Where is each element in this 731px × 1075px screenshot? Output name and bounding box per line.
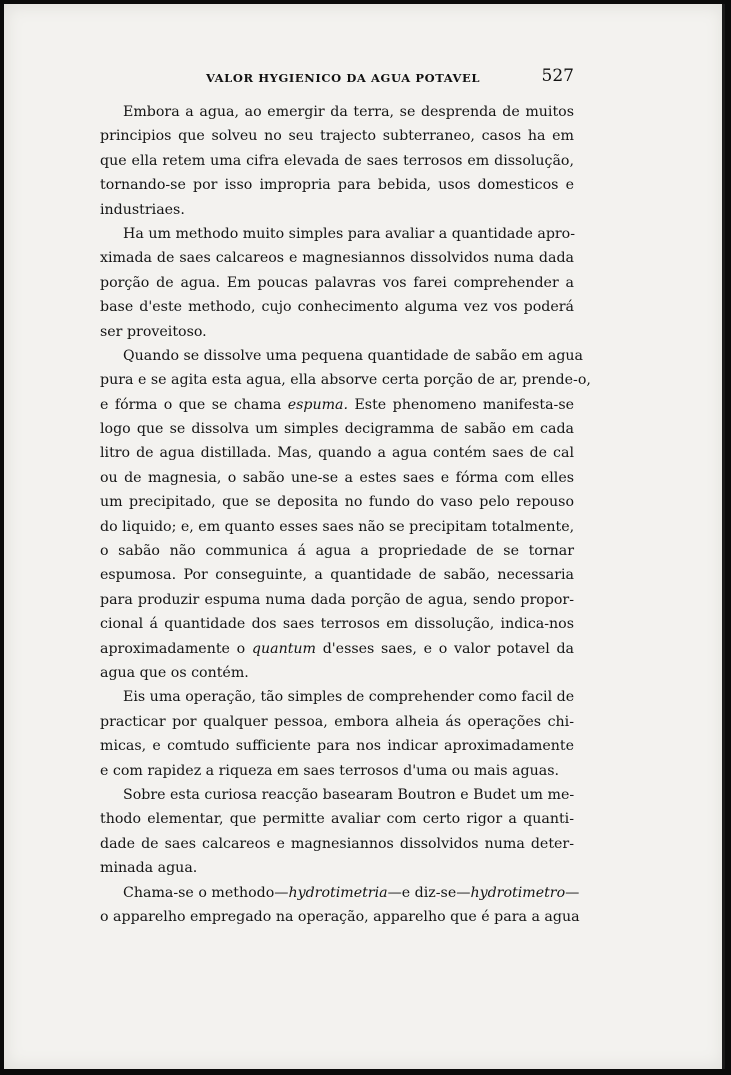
text-line: Embora a agua, ao emergir da terra, se desprenda de muitos xyxy=(123,104,574,120)
text-line: ximada de saes calcareos e magnesiannos dissolvidos numa dada xyxy=(100,250,574,267)
text-line: que ella retem uma cifra elevada de saes terrosos em dissolução, xyxy=(100,152,574,169)
text-line: cional á quantidade dos saes terrosos em dissolução, indica-nos xyxy=(100,616,574,633)
text-line: dade de saes calcareos e magnesiannos dissolvidos numa deter- xyxy=(100,835,574,852)
paragraph xyxy=(100,222,574,344)
text-line: Eis uma operação, tão simples de comprehender como facil de xyxy=(123,689,575,706)
paragraph xyxy=(100,100,574,222)
text-line: principios que solveu no seu trajecto subterraneo, casos ha em xyxy=(100,128,574,145)
running-title: VALOR HYGIENICO DA AGUA POTAVEL xyxy=(206,71,481,85)
text-line: para produzir espuma numa dada porção de agua, sendo propor- xyxy=(100,591,574,608)
text-line: minada agua. xyxy=(100,860,198,877)
text-line: do liquido; e, em quanto esses saes não se precipitam totalmente, xyxy=(100,518,575,535)
text-line: ser proveitoso. xyxy=(100,323,207,340)
text-line: agua que os contém. xyxy=(100,664,249,681)
italic-term: quantum xyxy=(251,640,316,657)
text-line: base d'este methodo, cujo conhecimento alguma vez vos poderá xyxy=(100,299,574,316)
italic-term: hydrotimetro xyxy=(470,884,566,901)
text-line: e fórma o que se chama espuma. Este phenomeno manifesta-se xyxy=(100,396,574,413)
text-line: litro de agua distillada. Mas, quando a agua contém saes de cal xyxy=(100,445,574,462)
page-number: 527 xyxy=(541,66,574,86)
italic-term: hydrotimetria xyxy=(288,884,388,901)
text-line: logo que se dissolva um simples decigramma de sabão em cada xyxy=(100,421,574,438)
text-line: Ha um methodo muito simples para avaliar a quantidade apro- xyxy=(123,225,576,242)
text-line: Chama-se o methodo—hydrotimetria—e diz-se—hydrotimetro— xyxy=(123,884,580,901)
text-line: aproximadamente o quantum d'esses saes, e o valor potavel da xyxy=(100,640,574,657)
scan-edge xyxy=(722,4,725,1069)
italic-term: espuma. xyxy=(287,396,349,413)
text-line: tornando-se por isso impropria para bebida, usos domesticos e xyxy=(100,177,574,194)
body-text xyxy=(100,100,591,929)
text-line: e com rapidez a riqueza em saes terrosos d'uma ou mais aguas. xyxy=(100,762,560,779)
text-line: ou de magnesia, o sabão une-se a estes saes e fórma com elles xyxy=(100,469,574,486)
text-line: um precipitado, que se deposita no fundo do vaso pelo repouso xyxy=(100,494,574,511)
text-line: o apparelho empregado na operação, apparelho que é para a agua xyxy=(100,908,580,925)
text-line: practicar por qualquer pessoa, embora alheia ás operações chi- xyxy=(100,713,574,730)
text-line: industriaes. xyxy=(100,201,185,218)
text-line: thodo elementar, que permitte avaliar com certo rigor a quanti- xyxy=(100,811,574,828)
text-line: Quando se dissolve uma pequena quantidade de sabão em agua xyxy=(123,347,584,364)
page-header xyxy=(102,66,574,88)
page-sheet xyxy=(4,4,725,1069)
text-line: micas, e comtudo sufficiente para nos indicar aproximadamente xyxy=(100,738,574,755)
paragraph xyxy=(100,783,574,881)
paragraph xyxy=(100,344,591,685)
text-line: pura e se agita esta agua, ella absorve certa porção de ar, prende-o, xyxy=(100,372,591,389)
paragraph xyxy=(100,685,574,783)
text-line: Sobre esta curiosa reacção basearam Boutron e Budet um me- xyxy=(123,786,575,803)
paragraph xyxy=(100,881,580,930)
text-line: o sabão não communica á agua a propriedade de se tornar xyxy=(100,543,574,560)
text-line: espumosa. Por conseguinte, a quantidade de sabão, necessaria xyxy=(100,567,574,584)
text-line: porção de agua. Em poucas palavras vos farei comprehender a xyxy=(100,274,574,291)
